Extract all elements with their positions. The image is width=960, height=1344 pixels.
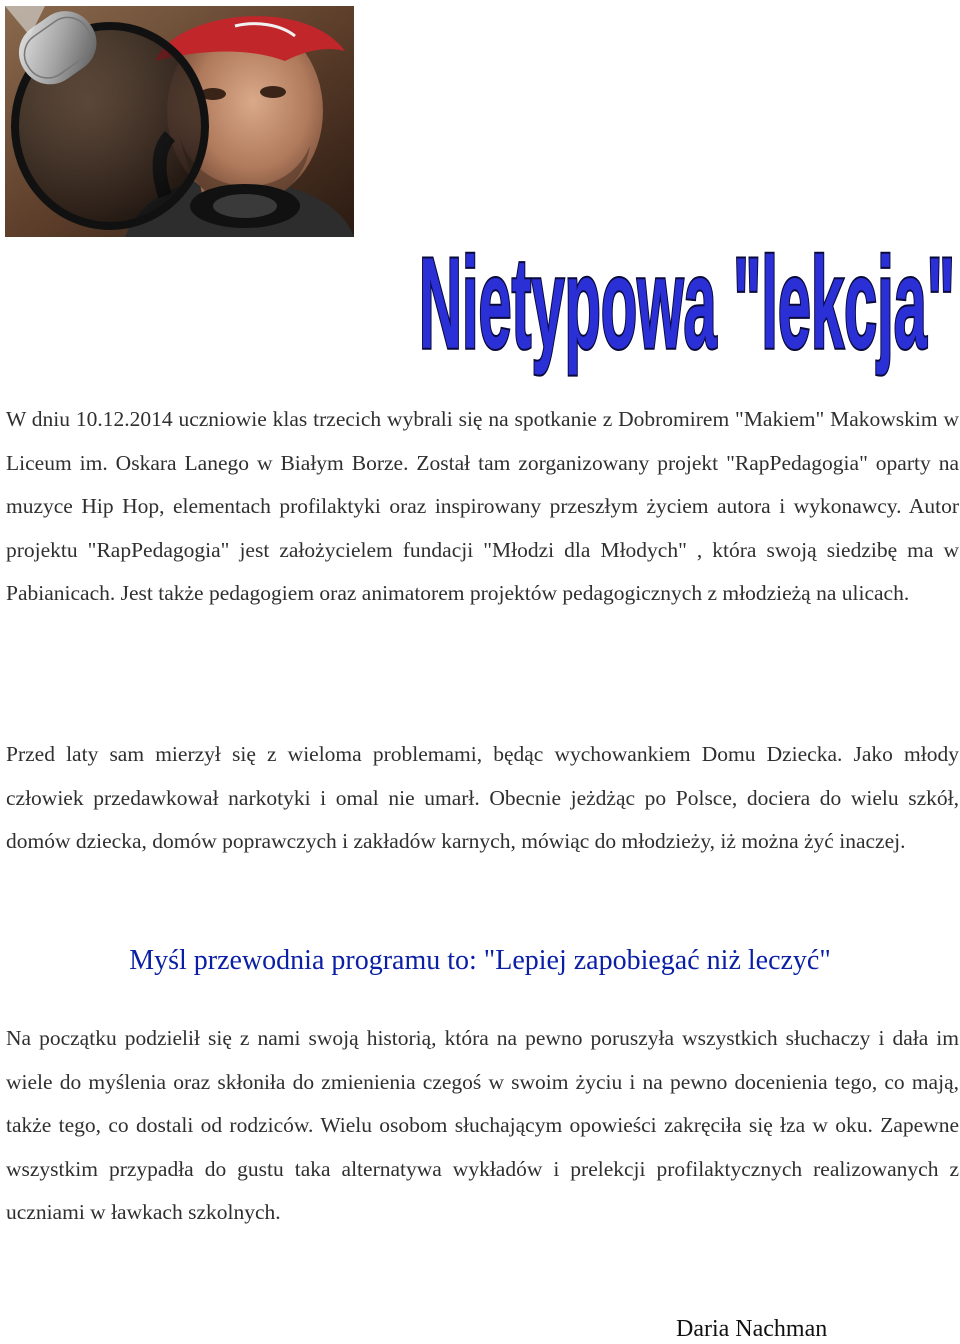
paragraph-summary: Na początku podzielił się z nami swoją historią, która na pewno poruszyła wszystkich słuchaczy i dała im wiele do myślenia oraz skłoniła do zmienienia czegoś w swoim życiu i na pewno docenienia tego, co mają, także tego, co dostali od rodziców. Wielu osobom słuchającym opowieści zakręciła się łza w oku. Zapewne wszystkim przypadła do gustu taka alternatywa wykładów i prelekcji profilaktycznych realizowanych z uczniami w ławkach szkolnych. [6,1026,959,1225]
author-signature: Daria Nachman [676,1316,828,1342]
portrait-photo [5,6,354,237]
paragraph-background: Przed laty sam mierzył się z wieloma problemami, będąc wychowankiem Domu Dziecka. Jako młody człowiek przedawkował narkotyki i omal nie umarł. Obecnie jeżdżąc po Polsce, dociera do wielu szkół, domów dziecka, domów poprawczych i zakładów karnych, mówiąc do młodzieży, iż można żyć inaczej. [6,742,959,854]
program-motto: Myśl przewodnia programu to: "Lepiej zapobiegać niż leczyć" [129,945,831,976]
title-text: Nietypowa "lekcja" [419,231,955,377]
paragraph-intro: W dniu 10.12.2014 uczniowie klas trzecich wybrali się na spotkanie z Dobromirem "Makiem" Makowskim w Liceum im. Oskara Lanego w Białym Borze. Został tam zorganizowany projekt "RapPedagogia" oparty na muzyce Hip Hop, elementach profilaktyki oraz inspirowany przeszłym życiem autora i wykonawcy. Autor projektu "RapPedagogia" jest założycielem fundacji "Młodzi dla Młodych" , która swoją siedzibę ma w Pabianicach. Jest także pedagogiem oraz animatorem projektów pedagogicznych z młodzieżą na ulicach. [6,407,959,606]
page-title [414,231,960,380]
portrait-with-microphone-icon [5,6,354,237]
